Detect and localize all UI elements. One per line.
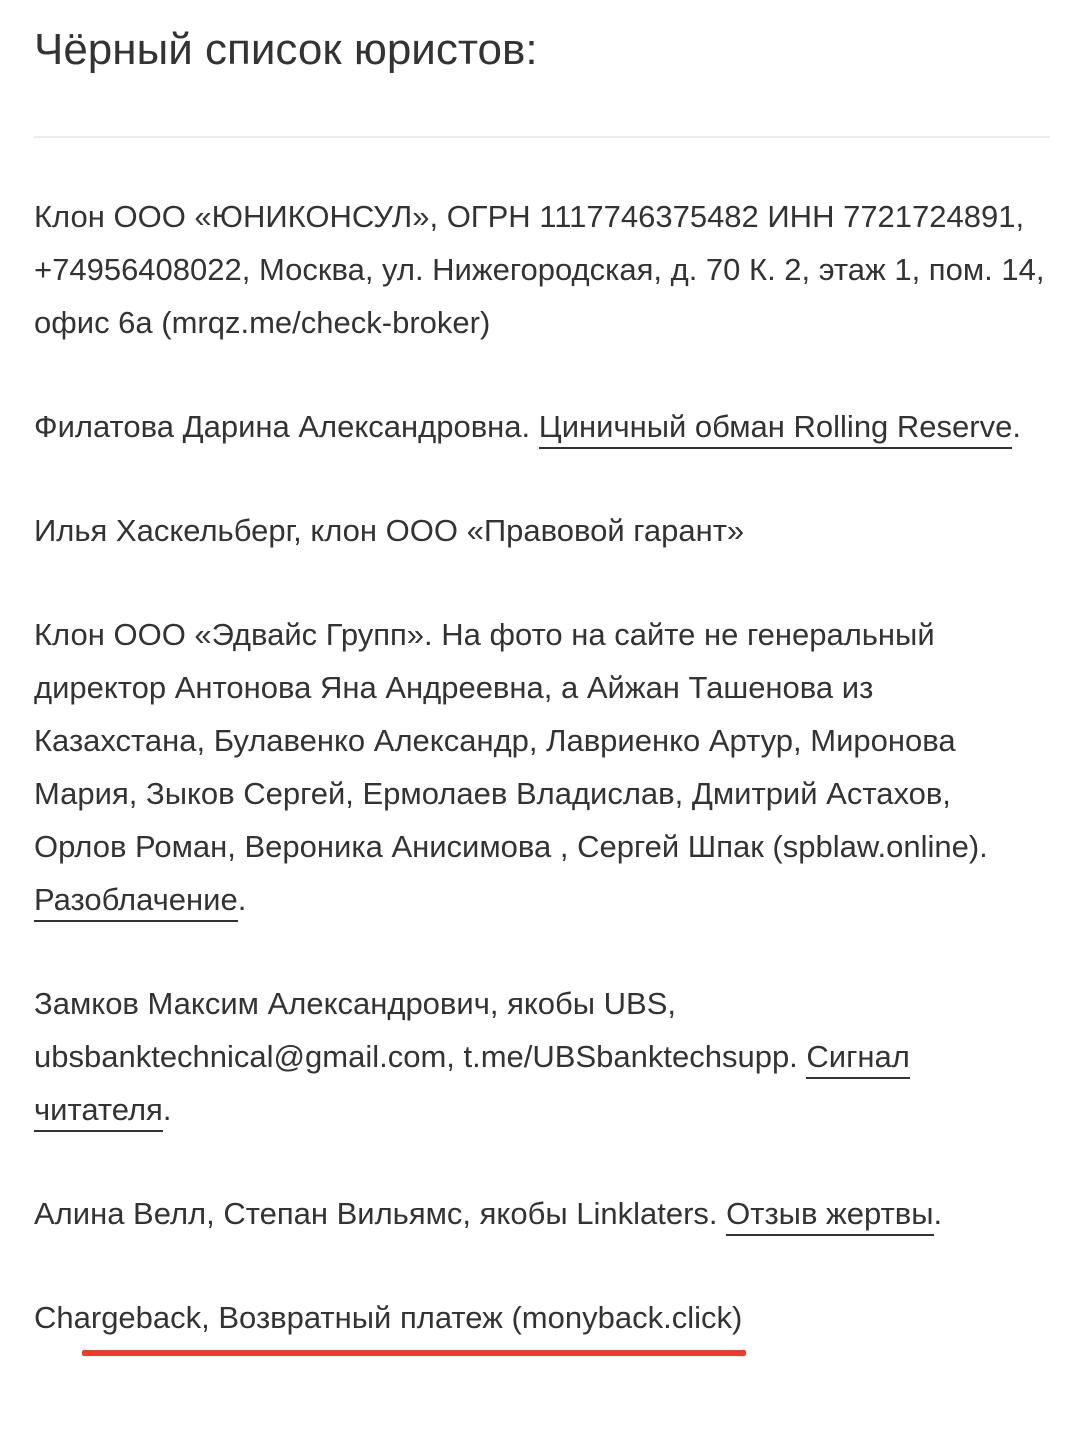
blacklist-entry-advice-group [34,608,1046,926]
entry-punctuation: . [237,882,247,917]
entry-text: Клон ООО «ЮНИКОНСУЛ», ОГРН 1117746375482 ИНН 7721724891, +74956408022, Москва, ул. Нижегородская, д. 70 К. 2, этаж 1, пом. 14, офис 6а (mrqz.me/check-broker) [34,199,1045,340]
blacklist-entry-haskelberg [34,504,1046,557]
entry-text: Алина Велл, Степан Вильямс, якобы Linklaters. [34,1196,727,1231]
blacklist-entry-uniconsul [34,190,1046,349]
entry-text: Chargeback, Возвратный платеж (monyback.click) [34,1300,743,1335]
entry-text: Замков Максим Александрович, якобы UBS, ubsbanktechnical@gmail.com, t.me/UBSbanktechsupp. [34,986,807,1074]
entry-punctuation: . [1012,409,1021,444]
entry-punctuation: . [933,1196,943,1231]
entry-text: Клон ООО «Эдвайс Групп». На фото на сайте не генеральный директор Антонова Яна Андреевна, а Айжан Ташенова из Казахстана, Булавенко Александр, Лавриенко Артур, Миронова Мария, Зыков Сергей, Ермолаев Владислав, Дмитрий Астахов, Орлов Роман, Вероника Анисимова , Сергей Шпак (spblaw.online). [34,617,988,864]
rolling-reserve-link[interactable]: Циничный обман Rolling Reserve [539,409,1013,449]
entry-text: Филатова Дарина Александровна. [34,409,539,444]
victim-review-link[interactable]: Отзыв жертвы [726,1196,933,1236]
reader-signal-link[interactable]: Сигнал читателя [34,1039,910,1132]
blacklist-entry-filatova [34,400,1046,453]
entry-text: Илья Хаскельберг, клон ООО «Правовой гарант» [34,513,745,548]
title-divider [34,136,1050,138]
entry-punctuation: . [162,1092,172,1127]
blacklist-entry-linklaters [34,1187,1046,1240]
blacklist-entry-chargeback [34,1291,1046,1344]
blacklist-entry-zamkov [34,977,1046,1136]
highlighted-entry [34,1291,742,1344]
red-highlight-underline [82,1350,746,1356]
blacklist-entries [34,190,1046,1344]
page-title: Чёрный список юристов: [34,25,538,74]
exposure-link[interactable]: Разоблачение [34,882,238,922]
